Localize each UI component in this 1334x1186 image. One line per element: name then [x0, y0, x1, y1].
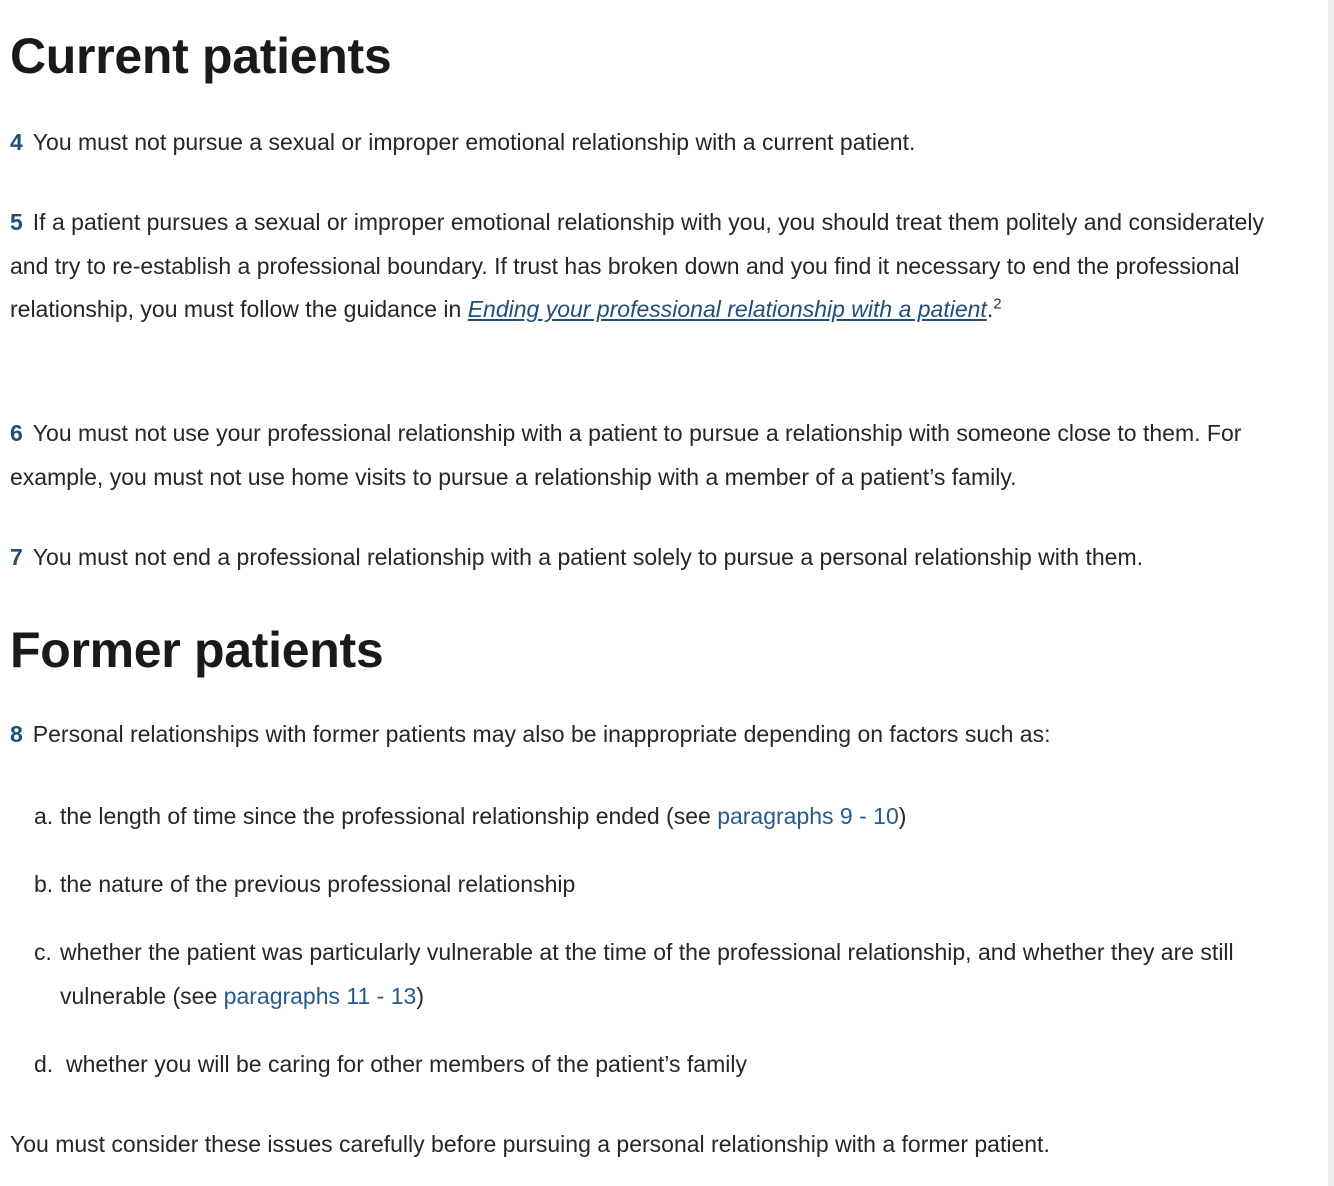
paragraph-text: If a patient pursues a sexual or improper emotional relationship with you, you should treat them politely and considerately and try to re-establish a professional boundary. If trust has broken down and you find it necessary to end the professional relationship, you must follow the guidance in [10, 209, 1264, 322]
list-item-a [34, 795, 1314, 839]
closing-paragraph: You must consider these issues carefully before pursuing a personal relationship with a former patient. [10, 1131, 1050, 1157]
list-item-b [34, 863, 1314, 907]
page-edge-divider [1328, 0, 1334, 1186]
heading-former-patients: Former patients [10, 622, 384, 678]
paragraph-5 [10, 201, 1300, 332]
ending-relationship-guidance-link[interactable]: Ending your professional relationship with a patient [467, 296, 987, 322]
list-marker: d. [34, 1051, 54, 1077]
heading-current-patients: Current patients [10, 28, 392, 84]
paragraphs-11-13-link[interactable]: paragraphs 11 - 13 [223, 982, 417, 1009]
paragraph-6 [10, 412, 1300, 499]
paragraph-number: 4 [10, 129, 23, 155]
paragraph-8 [10, 713, 1300, 757]
paragraph-number: 8 [10, 721, 23, 747]
paragraph-text-end: . [986, 296, 994, 322]
paragraph-number: 5 [10, 209, 23, 235]
list-item-text-end: ) [898, 803, 907, 829]
paragraph-number: 7 [10, 544, 23, 570]
list-marker: a. [34, 803, 54, 829]
paragraph-text: You must not use your professional relationship with a patient to pursue a relationship with someone close to them. For example, you must not use home visits to pursue a relationship with a member of a patient’s family. [10, 420, 1242, 490]
list-item-text: whether you will be caring for other members of the patient’s family [66, 1051, 747, 1077]
list-item-text: the nature of the previous professional relationship [60, 871, 576, 897]
footnote-marker[interactable]: 2 [993, 295, 1002, 313]
list-marker: b. [34, 871, 54, 897]
paragraph-7 [10, 536, 1300, 580]
paragraph-number: 6 [10, 420, 23, 446]
paragraph-4 [10, 121, 1300, 165]
list-item-text: whether the patient was particularly vulnerable at the time of the professional relationship, and whether they are still vulnerable (see [60, 939, 1234, 1009]
list-item-c [34, 931, 1314, 1018]
paragraph-text: Personal relationships with former patients may also be inappropriate depending on factors such as: [32, 721, 1051, 747]
list-item-text: the length of time since the professional relationship ended (see [60, 803, 718, 829]
list-item-d [34, 1043, 1314, 1087]
paragraph-text: You must not pursue a sexual or improper emotional relationship with a current patient. [32, 129, 916, 155]
paragraphs-9-10-link[interactable]: paragraphs 9 - 10 [717, 803, 899, 829]
paragraph-text: You must not end a professional relationship with a patient solely to pursue a personal relationship with them. [32, 544, 1143, 570]
list-item-text-end: ) [416, 982, 424, 1009]
list-marker: c. [34, 939, 52, 965]
